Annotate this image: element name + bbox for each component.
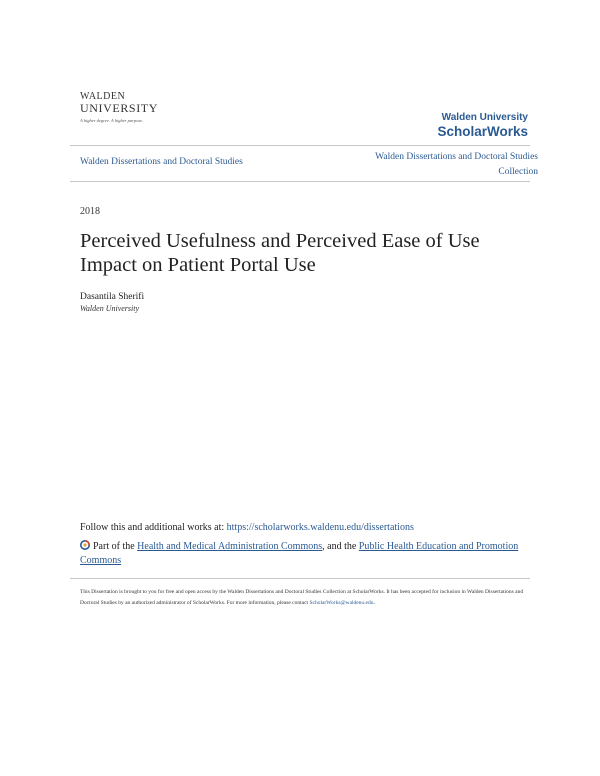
health-admin-commons-link[interactable]: Health and Medical Administration Commons	[137, 541, 323, 552]
author-institution: Walden University	[80, 304, 140, 313]
header-divider-top	[70, 145, 530, 146]
footer-divider	[70, 578, 530, 579]
header-divider-bottom	[70, 181, 530, 182]
logo-line1: WALDEN	[80, 91, 126, 102]
walden-logo	[80, 92, 166, 126]
publication-year: 2018	[80, 206, 100, 217]
logo-line2: UNIVERSITY	[80, 101, 158, 115]
nav-link-collection[interactable]	[375, 150, 538, 180]
follow-line	[80, 522, 414, 533]
note-text: This Dissertation is brought to you for free and open access by the Walden Dissertations and Doctoral Studies Collection at ScholarWorks. It has been accepted for inclusion in Walden Dissertations and Doctoral Studies by an authorized administrator of ScholarWorks. For more information, please contact	[80, 589, 524, 606]
logo-tagline: A higher degree. A higher purpose.	[80, 118, 144, 123]
contact-email-link[interactable]: ScholarWorks@waldenu.edu	[309, 600, 374, 606]
brand-line2: ScholarWorks	[437, 124, 528, 139]
public-health-commons-link[interactable]: Public Health Education and Promotion Commons	[80, 541, 519, 566]
follow-url-link[interactable]: https://scholarworks.waldenu.edu/dissertations	[226, 522, 414, 533]
nav-collection-line2: Collection	[498, 167, 538, 177]
brand-line1: Walden University	[441, 112, 528, 123]
author-name: Dasantila Sherifi	[80, 292, 145, 302]
and-text: , and the	[322, 541, 357, 552]
nav-collection-line1: Walden Dissertations and Doctoral Studies	[375, 152, 538, 162]
scholarworks-brand[interactable]	[437, 112, 528, 140]
partof-prefix: Part of the	[93, 541, 135, 552]
follow-text: Follow this and additional works at:	[80, 522, 225, 533]
access-note	[80, 587, 530, 609]
part-of-line	[80, 540, 530, 568]
note-end: .	[373, 600, 375, 606]
nav-link-dissertations[interactable]: Walden Dissertations and Doctoral Studies	[80, 157, 243, 167]
document-title: Perceived Usefulness and Perceived Ease of Use Impact on Patient Portal Use	[80, 230, 480, 276]
commons-network-icon	[80, 540, 90, 550]
